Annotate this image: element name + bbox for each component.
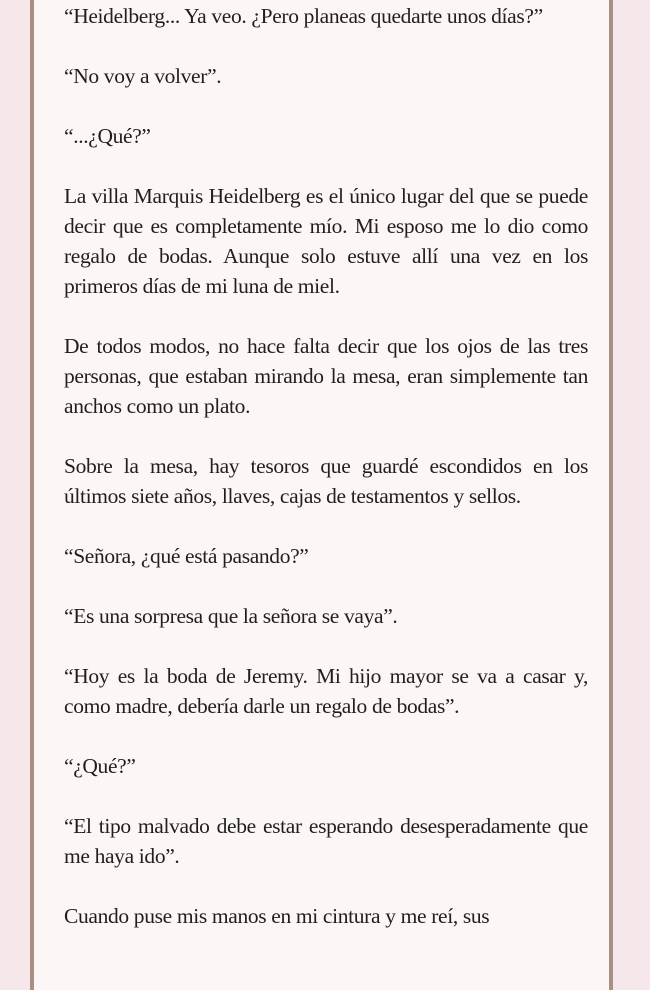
paragraph: De todos modos, no hace falta decir que los ojos de las tres personas, que estaban mirando la mesa, eran simplemente tan anchos como un plato. <box>64 334 588 418</box>
paragraph: “Heidelberg... Ya veo. ¿Pero planeas quedarte unos días?” <box>64 4 543 28</box>
paragraph: “El tipo malvado debe estar esperando desesperadamente que me haya ido”. <box>64 814 588 868</box>
paragraph: Cuando puse mis manos en mi cintura y me reí, sus <box>64 904 490 928</box>
reading-content <box>64 0 588 931</box>
paragraph: La villa Marquis Heidelberg es el único lugar del que se puede decir que es completamente mío. Mi esposo me lo dio como regalo de bodas. Aunque solo estuve allí una vez en los primeros días de mi luna de miel. <box>64 184 588 298</box>
paragraph: “Señora, ¿qué está pasando?” <box>64 544 309 568</box>
paragraph: “Es una sorpresa que la señora se vaya”. <box>64 604 398 628</box>
paragraph: “No voy a volver”. <box>64 64 222 88</box>
paragraph: “¿Qué?” <box>64 754 136 778</box>
paragraph: “Hoy es la boda de Jeremy. Mi hijo mayor se va a casar y, como madre, debería darle un regalo de bodas”. <box>64 664 588 718</box>
paragraph: “...¿Qué?” <box>64 124 151 148</box>
paragraph: Sobre la mesa, hay tesoros que guardé escondidos en los últimos siete años, llaves, cajas de testamentos y sellos. <box>64 454 588 508</box>
